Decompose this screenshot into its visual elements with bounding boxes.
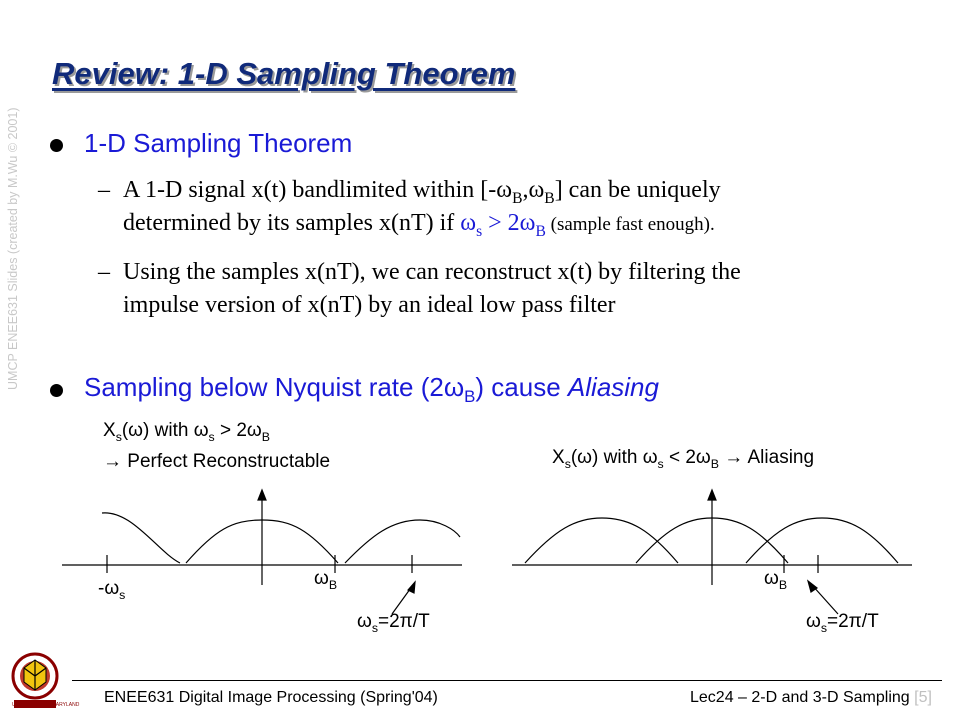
page-number: [5] [914, 689, 932, 706]
left-y-arrow [258, 490, 266, 500]
left-neg-ws-label: $-\omega_s$ [98, 578, 126, 602]
sub-bullet-1-line1: A 1-D signal x(t) bandlimited within $[-\omega_B,\omega_B]$ can be uniquely [123, 177, 721, 207]
left-ws-equation: $\omega_s=2\pi/T$ [357, 611, 430, 635]
bullet-heading-2: Sampling below Nyquist rate $(2\omega_B)$ cause Aliasing [84, 372, 659, 407]
right-ws-equation: $\omega_s=2\pi/T$ [806, 611, 879, 635]
footer-course: ENEE631 Digital Image Processing (Spring'04) [104, 689, 438, 706]
right-diagram-label: $X_s(\omega)$ with $\omega_s < 2\omega_B$ → Aliasing [552, 447, 815, 471]
logo-text: UNIVERSITY OF MARYLAND [12, 702, 80, 708]
sub-dash-2: – [98, 259, 110, 285]
sub-bullet-1-line2: determined by its samples x(nT) if $\omega_s > 2\omega_B$ (sample fast enough). [123, 210, 715, 240]
left-spectrum-copy-pos [345, 520, 460, 563]
side-watermark: UMCP ENEE631 Slides (created by M.Wu © 2001) [6, 107, 20, 390]
right-y-arrow [708, 490, 716, 500]
left-wb-label: $\omega_B$ [314, 568, 338, 592]
sub-bullet-2-line1: Using the samples x(nT), we can reconstruct x(t) by filtering the [123, 259, 741, 285]
left-diagram-label-line1: $X_s(\omega)$ with $\omega_s > 2\omega_B$ [103, 420, 270, 444]
left-diagram-label-line2: → Perfect Reconstructable [103, 451, 331, 472]
right-spectrum-copy-pos [746, 518, 898, 563]
right-spectrum-copy-neg [525, 518, 678, 563]
slide-title: Review: 1-D Sampling Theorem [52, 56, 516, 91]
bullet-heading-1: 1-D Sampling Theorem [84, 128, 353, 158]
sub-bullet-2-line2: impulse version of x(nT) by an ideal low pass filter [123, 292, 616, 318]
footer-rule [72, 680, 942, 681]
sub-dash-1: – [98, 177, 110, 203]
footer-lecture: Lec24 – 2-D and 3-D Sampling [5] [690, 689, 932, 706]
sampling-condition: $\omega_s > 2\omega_B$ [460, 210, 546, 240]
university-logo [10, 650, 60, 710]
left-spectrum-copy-neg [102, 513, 180, 563]
right-wb-label: $\omega_B$ [764, 568, 788, 592]
